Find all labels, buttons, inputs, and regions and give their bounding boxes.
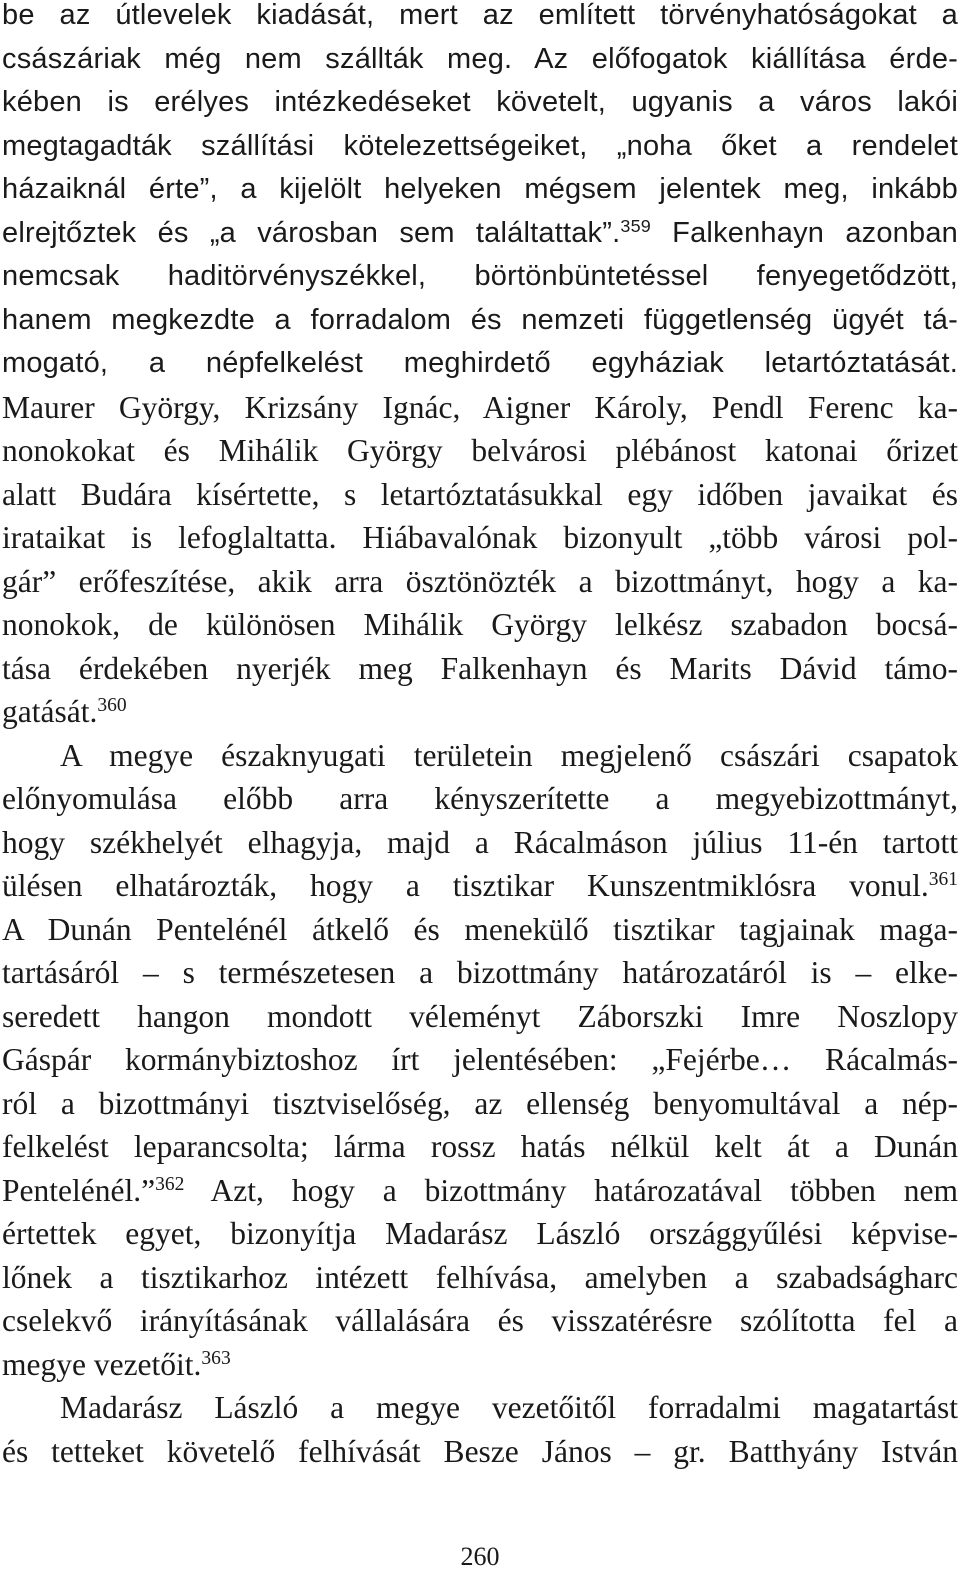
footnote-ref[interactable]: 360 <box>97 695 127 717</box>
paragraph-start: Madarász László a megye vezetőitől forradalmi magatartást <box>60 1390 958 1425</box>
text-line: felkelést leparancsolta; lárma rossz hatás nélkül kelt át a Dunán <box>2 1129 958 1164</box>
text-line: seredett hangon mondott véleményt Záborszki Imre Noszlopy <box>2 998 958 1034</box>
text-line: Pentelénél.”$^{362}$ Azt, hogy a bizottmány határozatával többen nem <box>2 1172 958 1208</box>
text-line: alatt Budára kísértette, s letartóztatásukkal egy időben javaikat és <box>2 476 958 512</box>
text-line: cselekvő irányításának vállalására és visszatérésre szólította fel a <box>2 1303 958 1338</box>
text-line: tartásáról – s természetesen a bizottmány határozatáról is – elke- <box>2 955 958 990</box>
text-line: lőnek a tisztikarhoz intézett felhívása, amelyben a szabadságharc <box>2 1259 958 1295</box>
text-line: nemcsak haditörvényszékkel, börtönbüntetéssel fenyegetődzött, <box>2 260 958 292</box>
text-line: Maurer György, Krizsány Ignác, Aigner Károly, Pendl Ferenc ka- <box>2 389 958 425</box>
text-line: kében is erélyes intézkedéseket követelt, ugyanis a város lakói <box>2 86 958 118</box>
footnote-ref[interactable]: 362 <box>155 1173 185 1195</box>
text-line: megtagadták szállítási kötelezettségeiket, „noha őket a rendelet <box>2 129 958 162</box>
text-line: be az útlevelek kiadását, mert az említett törvényhatóságokat a <box>2 0 958 31</box>
text-line: tása érdekében nyerjék meg Falkenhayn és Marits Dávid támo- <box>2 650 958 686</box>
text-line: megye vezetőit.$^{363}$ <box>2 1346 231 1382</box>
text-line: hanem megkezdte a forradalom és nemzeti függetlenség ügyét tá- <box>2 303 958 336</box>
text-line: császáriak még nem szállták meg. Az előfogatok kiállítása érde- <box>2 42 958 75</box>
text-line: ülésen elhatározták, hogy a tisztikar Kunszentmiklósra vonul.$^{361}$ <box>2 868 958 903</box>
text-line: gatását.$^{360}$ <box>2 694 127 729</box>
footnote-ref[interactable]: 361 <box>928 869 958 891</box>
text-line: ról a bizottmányi tisztviselőség, az ellenség benyomultával a nép- <box>2 1085 958 1121</box>
text-line: gár” erőfeszítése, akik arra ösztönözték a bizottmányt, hogy a ka- <box>2 563 958 599</box>
page-number: 260 <box>460 1542 500 1571</box>
text-line: értettek egyet, bizonyítja Madarász László országgyűlési képvise- <box>2 1216 958 1251</box>
text-line: Gáspár kormánybiztoshoz írt jelentésében: „Fejérbe… Rácalmás- <box>2 1042 958 1077</box>
text-line: mogató, a népfelkelést meghirdető egyháziak letartóztatását. <box>2 347 958 379</box>
body-text <box>2 0 958 1473</box>
text-line: nonokokat és Mihálik György belvárosi plébánost katonai őrizet <box>2 433 958 468</box>
text-line: házaiknál érte”, a kijelölt helyeken mégsem jelentek meg, inkább <box>2 173 958 205</box>
text-line: hogy székhelyét elhagyja, majd a Rácalmáson július 11-én tartott <box>2 824 958 860</box>
paragraph-start: A megye északnyugati területein megjelenő császári csapatok <box>60 737 958 773</box>
text-line: előnyomulása előbb arra kényszerítette a megyebizottmányt, <box>2 781 958 816</box>
text-line: A Dunán Pentelénél átkelő és menekülő tisztikar tagjainak maga- <box>2 911 958 947</box>
text-line: és tetteket követelő felhívását Besze János – gr. Batthyány István <box>2 1433 958 1469</box>
text-line: nonokok, de különösen Mihálik György lelkész szabadon bocsá- <box>2 607 958 642</box>
text-line: elrejtőztek és „a városban sem találtattak”.$^{359}$ Falkenhayn azonban <box>2 215 958 249</box>
footnote-ref[interactable]: 363 <box>201 1347 231 1369</box>
footnote-ref[interactable]: 359 <box>620 215 651 236</box>
text-line: irataikat is lefoglaltatta. Hiábavalónak bizonyult „több városi pol- <box>2 520 958 555</box>
